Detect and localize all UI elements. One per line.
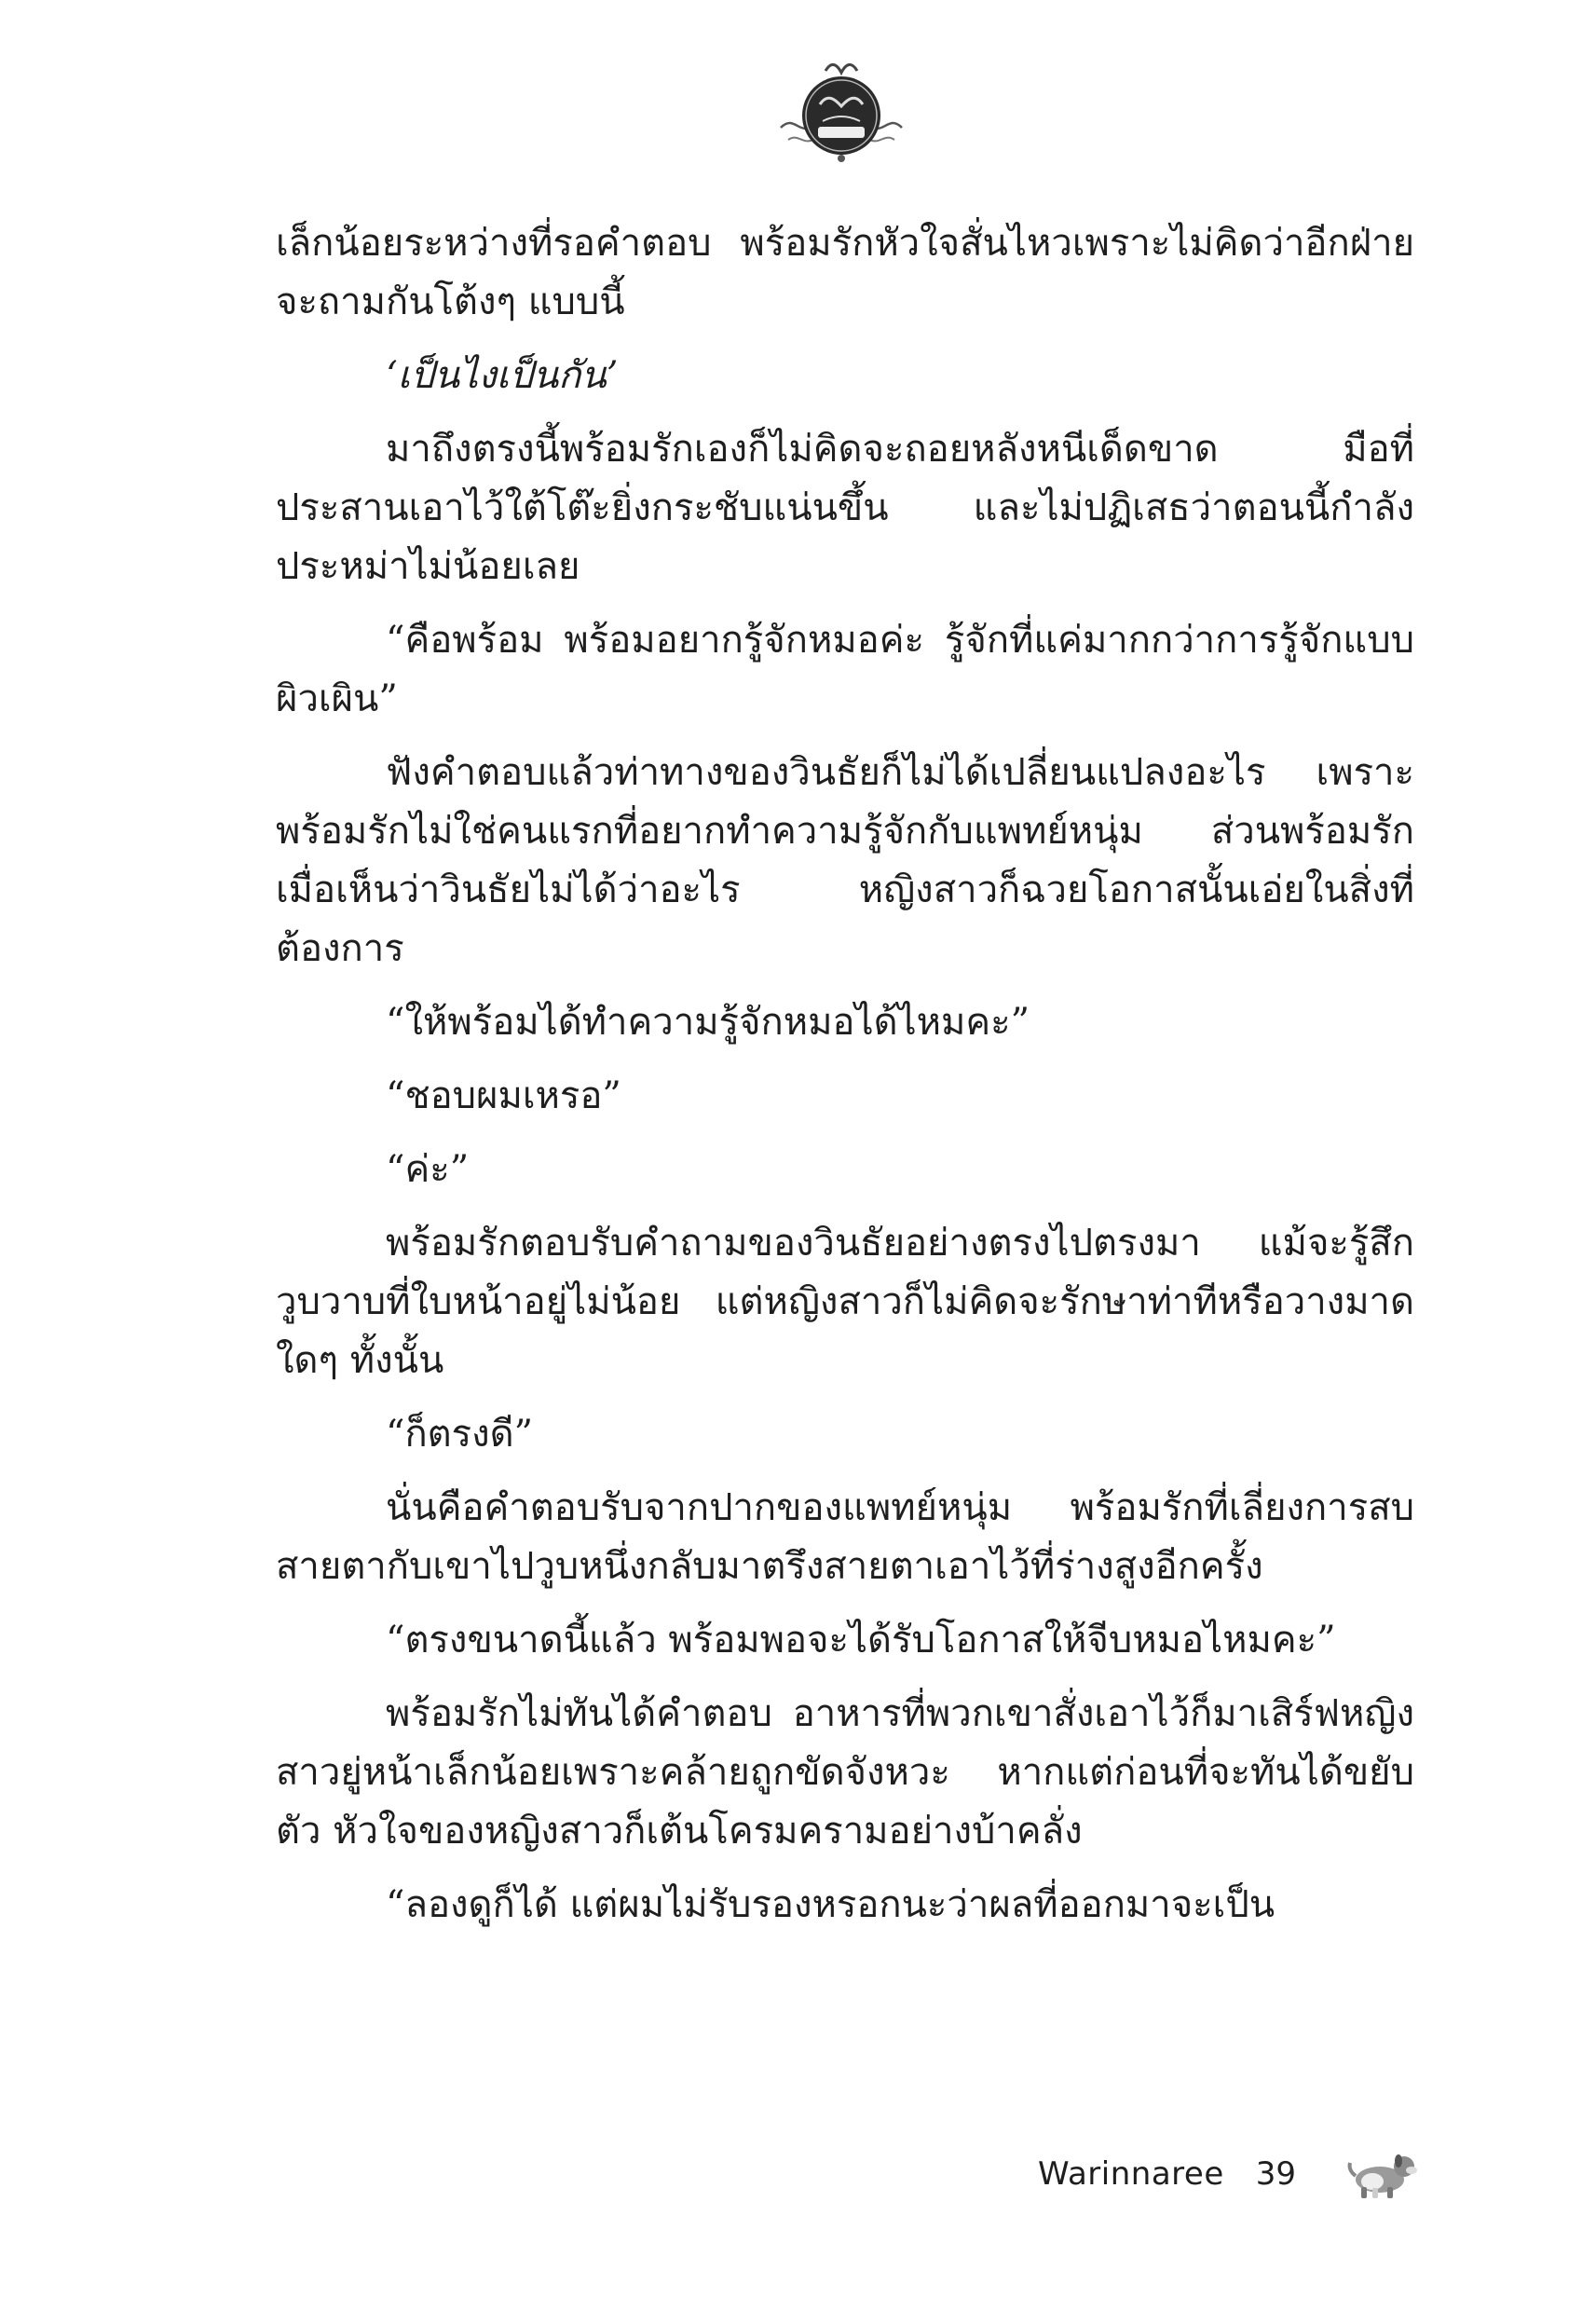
paragraph: “ลองดูก็ได้ แต่ผมไม่รับรองหรอกนะว่าผลที่ออกมาจะเป็น — [386, 1883, 1275, 1926]
paragraph: “คือพร้อม พร้อมอยากรู้จักหมอค่ะ รู้จักที่แค่มากกว่าการรู้จักแบบผิวเผิน” — [276, 619, 1414, 720]
paragraph: ฟังคำตอบแล้วท่าทางของวินธัยก็ไม่ได้เปลี่ยนแปลงอะไร เพราะพร้อมรักไม่ใช่คนแรกที่อยากทำความรู้จักกับแพทย์หนุ่ม ส่วนพร้อมรักเมื่อเห็นว่าวินธัยไม่ได้ว่าอะไร หญิงสาวก็ฉวยโอกาสนั้นเอ่ยในสิ่งที่ต้องการ — [276, 751, 1414, 970]
paragraph: “ให้พร้อมได้ทำความรู้จักหมอได้ไหมคะ” — [386, 1001, 1030, 1044]
author-name: Warinnaree — [1038, 2155, 1224, 2193]
paragraph: “ชอบผมเหรอ” — [386, 1074, 621, 1117]
paragraph: “ก็ตรงดี” — [386, 1413, 534, 1456]
paragraph: พร้อมรักไม่ทันได้คำตอบ อาหารที่พวกเขาสั่งเอาไว้ก็มาเสิร์ฟหญิงสาวยู่หน้าเล็กน้อยเพราะคล้ายถูกขัดจังหวะ หากแต่ก่อนที่จะทันได้ขยับตัว หัวใจของหญิงสาวก็เต้นโครมครามอย่างบ้าคลั่ง — [276, 1692, 1414, 1853]
page-body — [276, 214, 1414, 1949]
paragraph: “ตรงขนาดนี้แล้ว พร้อมพอจะได้รับโอกาสให้จีบหมอไหมคะ” — [386, 1619, 1336, 1661]
page-footer — [1038, 2148, 1419, 2200]
paragraph: “ค่ะ” — [386, 1148, 470, 1191]
dog-icon — [1344, 2148, 1419, 2200]
page-number: 39 — [1255, 2155, 1296, 2193]
paragraph: ‘เป็นไงเป็นกัน’ — [386, 354, 619, 397]
paragraph: นั่นคือคำตอบรับจากปากของแพทย์หนุ่ม พร้อมรักที่เลี่ยงการสบสายตากับเขาไปวูบหนึ่งกลับมาตรึงสายตาเอาไว้ที่ร่างสูงอีกครั้ง — [276, 1486, 1414, 1588]
paragraph: เล็กน้อยระหว่างที่รอคำตอบ พร้อมรักหัวใจสั่นไหวเพราะไม่คิดว่าอีกฝ่ายจะถามกันโต้งๆ แบบนี้ — [276, 222, 1414, 323]
paragraph: พร้อมรักตอบรับคำถามของวินธัยอย่างตรงไปตรงมา แม้จะรู้สึกวูบวาบที่ใบหน้าอยู่ไม่น้อย แต่หญิงสาวก็ไม่คิดจะรักษาท่าทีหรือวางมาดใดๆ ทั้งนั้น — [276, 1222, 1414, 1382]
paragraph: มาถึงตรงนี้พร้อมรักเองก็ไม่คิดจะถอยหลังหนีเด็ดขาด มือที่ประสานเอาไว้ใต้โต๊ะยิ่งกระชับแน่นขึ้น และไม่ปฏิเสธว่าตอนนี้กำลังประหม่าไม่น้อยเลย — [276, 428, 1414, 588]
ornament-emblem-icon — [771, 58, 911, 170]
